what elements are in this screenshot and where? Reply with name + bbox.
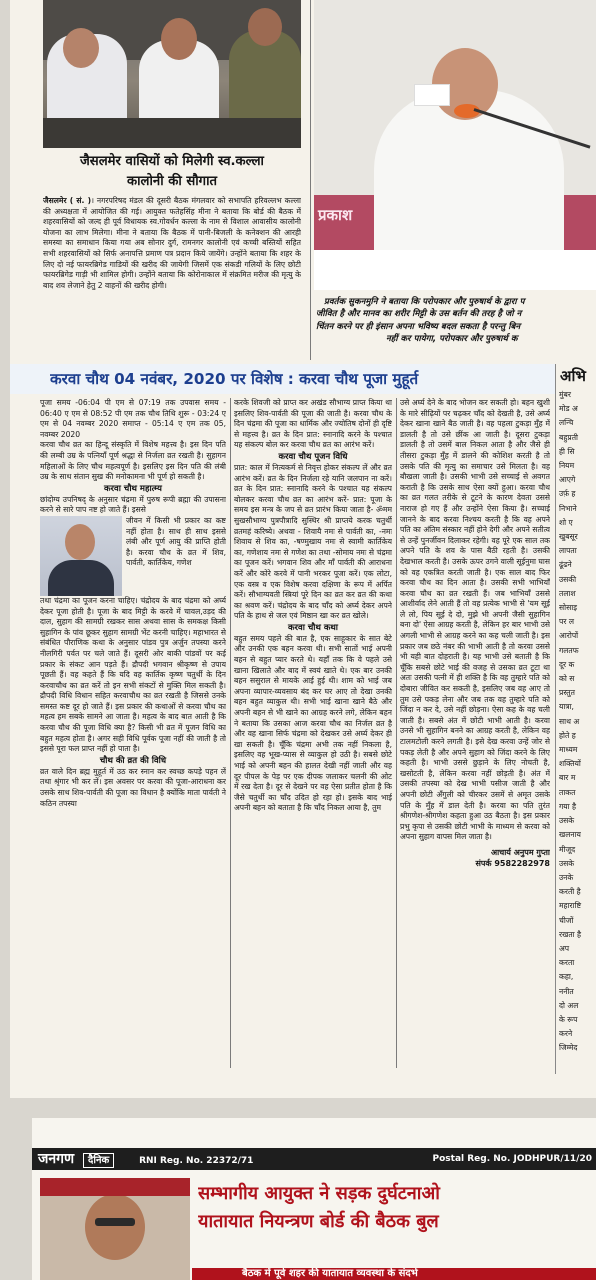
right-strip-line: रखता है xyxy=(559,929,582,939)
karwa-title-part1: करवा चौथ 04 नवंबर, 2020 पर विशेष xyxy=(50,370,283,388)
right-strip-lines xyxy=(556,388,596,1056)
monk-photo xyxy=(314,0,596,290)
story1-headline-line2: कालोनी की सौगात xyxy=(126,174,218,189)
banner-text: प्रकाश xyxy=(318,206,353,224)
karwa-author: आचार्य अनुपम गुप्ता xyxy=(490,847,550,857)
right-strip-header: अभि xyxy=(560,367,586,385)
karwa-title xyxy=(50,367,542,391)
right-strip-line: शक्तियों xyxy=(559,759,581,769)
masthead-edition: दैनिक xyxy=(83,1153,114,1168)
right-strip-line: उसकी xyxy=(559,574,577,584)
right-strip-line: ही सि xyxy=(559,446,575,456)
right-strip-line: साथ अ xyxy=(559,716,580,726)
right-strip-line: बहुप्रती xyxy=(559,432,578,442)
second-newspaper xyxy=(32,1118,596,1280)
story1-headline-line1: जैसलमेर वासियों को मिलेगी स्व.कल्ला xyxy=(80,154,264,169)
column-divider xyxy=(396,398,397,1068)
right-strip-line: को स xyxy=(559,674,575,684)
right-strip-line: निभाने xyxy=(559,503,577,513)
karwa-col2-top: करके शिवजी को प्राप्त कर अखंड सौभाग्य प्राप्त किया था इसलिए शिव-पार्वती की पूजा की जाती है। करवा चौथ के दिन चंद्रमा की पूजा का धार्मिक और ज्योतिष दोनों ही दृष्टि से महत्त्व है। व्रत के दिन प्रात: स्नानादि करने के पश्चात यह संकल्प बोल कर करवा चौथ व्रत का आरंभ करें। xyxy=(234,398,392,450)
right-strip-line: ताकत xyxy=(559,787,576,797)
rni-number: RNI Reg. No. 22372/71 xyxy=(139,1156,254,1166)
karwa-title-part2: करवा चौथ पूजा मुहूर्त xyxy=(299,370,419,388)
right-strip-line: बार म xyxy=(559,773,576,783)
author-photo xyxy=(40,516,122,596)
story1-dateline: जैसलमेर ( सं. ) xyxy=(43,196,92,205)
karwa-mahatva-heading: करवा चौथ महात्म्य xyxy=(104,483,162,494)
karwa-mahatva-rest: तथा चंद्रमा का पूजन करना चाहिए। चंद्रोदय के बाद चंद्रमा को अर्घ्य देकर पूजा होती है। पूजा के बाद मिट्टी के करवे में चावल,उड़द की दाल, सुहाग की सामग्री रखकर सास अथवा सास के समकक्ष किसी सुहागिन के पांव छूकर सुहाग सामग्री भेंट करनी चाहिए। महाभारत से संबंधित पौराणिक कथा के अनुसार पांडव पुत्र अर्जुन तपस्या करने नीलगिरी पर्वत पर चले जाते हैं। दूसरी ओर बाकी पांडवों पर कई प्रकार के संकट आन पड़ते हैं। द्रौपदी भगवान श्रीकृष्ण से उपाय पूछती हैं। वह कहते हैं कि यदि वह कार्तिक कृष्ण चतुर्थी के दिन करवाचौथ का व्रत करें तो इन सभी संकटों से मुक्ति मिल सकती है। द्रौपदी विधि विधान सहित करवाचौथ का व्रत रखती है जिससे उनके समस्त कष्ट दूर हो जाते हैं। इस प्रकार की कथाओं से करवा चौथ का महत्व हम सबके सामने आ जाता है। महत्व के बाद बात आती है कि करवा चौथ की पूजा विधि क्या है? किसी भी व्रत में पूजन विधि का बहुत महत्व होता है। अगर सही विधि पूर्वक पूजा नहीं की जाती है तो इससे पूरा फल प्राप्त नहीं हो पाता है। xyxy=(40,595,226,754)
right-strip-line: दो अल xyxy=(559,1000,579,1010)
right-strip-line: के रूप xyxy=(559,1014,578,1024)
caption-line3: चिंतन करने पर ही इंसान अपना भविष्य बदल सकता है परन्तु बिन xyxy=(316,321,521,332)
newspaper-page xyxy=(10,0,596,1098)
meeting-photo xyxy=(43,0,301,148)
right-strip-line: उर्फ़ ह xyxy=(559,489,576,499)
story1-headline xyxy=(43,152,301,192)
karwa-mahatva-top: छांदोग्य उपनिषद् के अनुसार चंद्रमा में पुरुष रूपी ब्रह्मा की उपासना करने से सारे पाप नष्ट हो जाते हैं। इससे xyxy=(40,494,226,515)
right-strip-line: अप xyxy=(559,943,570,953)
right-strip-line: होते ह xyxy=(559,730,576,740)
karwa-katha: बहुत समय पहले की बात है, एक साहूकार के सात बेटे और उनकी एक बहन करवा थी। सभी सातों भाई अपनी बहन से बहुत प्यार करते थे। यहाँ तक कि वे पहले उसे खाना खिलाते और बाद में स्वयं खाते थे। एक बार उनकी बहन ससुराल से मायके आई हुई थी। शाम को भाई जब अपना व्यापार-व्यवसाय बंद कर घर आए तो देखा उनकी बहन बहुत व्याकुल थी। सभी भाई खाना खाने बैठे और अपनी बहन से भी खाने का आग्रह करने लगे, लेकिन बहन ने बताया कि उसका आज करवा चौथ का निर्जल व्रत है और वह खाना सिर्फ चंद्रमा को देखकर उसे अर्घ्‍य देकर ही खा सकती है। चूँकि चंद्रमा अभी तक नहीं निकला है, इसलिए वह भूख-प्यास से व्याकुल हो उठी है। सबसे छोटे भाई को अपनी बहन की हालत देखी नहीं जाती और वह दूर पीपल के पेड़ पर एक दीपक जलाकर चलनी की ओट में रख देता है। दूर से देखने पर वह ऐसा प्रतीत होता है कि जैसे चतुर्थी का चाँद उदित हो रहा हो। इसके बाद भाई अपनी बहन को बताता है कि चाँद निकल आया है, तुम xyxy=(234,633,392,813)
right-strip-line: करती है xyxy=(559,887,581,897)
paper2-headline-line1: सम्भागीय आयुक्त ने सड़क दुर्घटनाओ xyxy=(198,1183,440,1204)
right-strip-line: मीजूद xyxy=(559,844,576,854)
right-strip-line: खलनाय xyxy=(559,830,581,840)
right-strip-line: कहा, xyxy=(559,972,574,982)
right-strip-line: लापता xyxy=(559,546,577,556)
right-strip-line: दूर क xyxy=(559,659,575,669)
right-strip-line: महाराष्टि xyxy=(559,901,582,911)
karwa-intro: करवा चौथ व्रत का हिन्दू संस्कृति में विशेष महत्त्व है। इस दिन पति की लम्बी उम्र के पत्नियाँ पूर्ण श्रद्धा से निर्जला व्रत रखती है। सुहागन महिलाओं के लिए चौथ महत्वपूर्ण है। इसलिए इस दिन पति की लंबी उम्र के साथ संतान सुख की मनोकामना भी पूर्ण हो सकती है। xyxy=(40,440,226,482)
karwa-timing: पूजा समय -06:04 पी एम से 07:19 तक उपवास समय - 06:40 ए एम से 08:52 पी एम तक चौथ तिथि शुरू - 03:24 ए एम से 04 नवम्बर 2020 समाप्त - 05:14 ए एम तक 05, नवम्बर 2020 xyxy=(40,398,226,439)
paper2-subline: बैठक में पूर्व शहर की यातायात व्यवस्था के संदर्भ xyxy=(242,1268,418,1279)
karwa-vidhi2: प्रात: काल में नित्यकर्म से निवृत्त होकर संकल्प लें और व्रत आरंभ करें। व्रत के दिन निर्जला रहे यानि जलपान ना करें। व्रत के दिन प्रात: स्नानादि करने के पश्चात यह संकल्प बोलकर करवा चौथ व्रत का आरंभ करें- प्रात: पूजा के समय इस मन्त्र के जप से व्रत प्रारंभ किया जाता है- ॐमम सुखसौभाग्य पुत्रपौत्रादि सुस्थिर श्री प्राप्तये करक चतुर्थी व्रतमहं करिष्ये। अथवा - शिवायै नमः से पार्वती का, -नमः शिवाय से शिव का, -षण्मुखाय नमः से स्वामी कार्तिकेय का, गणेशाय नमः से गणेश का तथा -सोमाय नमः से चंद्रमा का पूजन करें। भगवान शिव और माँ पार्वती की आराधना करें और कोरे करवे में पानी भरकर पूजा करें। एक लोटा, एक वस्त्र व एक विशेष करवा दक्षिणा के रूप में अर्पित करें। सौभाग्यवती स्त्रियां पूरे दिन का व्रत कर व्रत की कथा का श्रवण करें। चंद्रोदय के बाद चाँद को अर्घ्य देकर अपने पति के हाथ से जल एवं मिष्ठान खा कर व्रत खोले। xyxy=(234,462,392,621)
right-strip-line: नियम xyxy=(559,461,575,471)
author-photo-row xyxy=(40,516,226,596)
karwa-vidhi1: व्रत वाले दिन ब्रह्म मुहूर्त में उठ कर स्नान कर स्वच्छ कपड़े पहन लें तथा श्रृंगार भी कर लें। इस अवसर पर करवा की पूजा-आराधना कर उसके साथ शिव-पार्वती की पूजा का विधान है क्योंकि माता पार्वती ने कठिन तपस्या xyxy=(40,766,226,808)
karwa-column-1 xyxy=(40,398,226,1068)
paper2-headline xyxy=(198,1180,596,1236)
karwa-title-band xyxy=(10,364,596,394)
right-strip-line: चीजों xyxy=(559,915,574,925)
right-strip-line: आरोपों xyxy=(559,631,579,641)
right-strip-line: माध्यम xyxy=(559,745,578,755)
right-strip-line: जिम्मेद xyxy=(559,1043,578,1053)
karwa-column-2 xyxy=(234,398,392,1068)
karwa-vidhi2-heading: करवा चौथ पूजन विधि xyxy=(278,451,348,462)
right-strip xyxy=(555,364,596,1074)
karwa-katha-heading: करवा चौथ कथा xyxy=(287,622,339,633)
paper2-headline-line2: यातायात नियन्त्रण बोर्ड की बैठक बुल xyxy=(198,1211,439,1232)
right-strip-line: करने xyxy=(559,1029,573,1039)
caption-line1: प्रवर्तक सुकनमुनि ने बताया कि परोपकार और पुरुषार्थ के द्वारा प xyxy=(324,297,525,307)
karwa-title-sep: : xyxy=(282,370,300,388)
right-strip-line: गया है xyxy=(559,801,577,811)
right-strip-line: ढूंढने xyxy=(559,560,572,570)
right-strip-line: उनके xyxy=(559,872,574,882)
caption-line2: जीवित है और मानव का शरीर मिट्टी के उस बर्तन की तरह है जो न xyxy=(316,309,522,320)
story2-caption xyxy=(316,296,596,346)
story1-body xyxy=(43,196,301,352)
right-strip-line: खुबसूर xyxy=(559,532,578,542)
paper2-subline-bar xyxy=(192,1268,596,1280)
masthead-bar xyxy=(32,1148,596,1170)
official-photo xyxy=(40,1178,190,1280)
right-strip-line: यात्रा, xyxy=(559,702,574,712)
right-strip-line: सोसाइ xyxy=(559,603,577,613)
caption-line4: नहीं कर पायेगा, परोपकार और पुरुषार्थ क xyxy=(386,334,518,345)
karwa-mahatva-side: जीवन में किसी भी प्रकार का कष्ट नहीं होता है। साथ ही साथ इससे लंबी और पूर्ण आयु की प्राप्ति होती है। करवा चौथ के व्रत में शिव, पार्वती, कार्तिकेय, गणेश xyxy=(126,515,226,568)
right-strip-line: तलाश xyxy=(559,588,576,598)
column-divider xyxy=(310,0,311,360)
karwa-column-3 xyxy=(400,398,550,1070)
right-strip-line: गलतफ xyxy=(559,645,579,655)
story1-text: । नगरपरिषद मंडल की दूसरी बैठक मंगलवार को सभापति हरिवल्लभ कल्ला की अध्यक्षता में आयोजित की गई। आयुक्त फतेहसिंह मीना ने बताया कि बोर्ड की बैठक में शहरवासियों को जल्द ही पूर्व विधायक स्व.गोवर्धन कल्ला के नाम से विशाल आवासीय कालोनी योजना का लाभ मिलेगा। मीना ने बताया कि बैठक में पानी-बिजली के कनेक्शन की आरही समस्या का समाधान किया गया अब सोनार दुर्ग, रामनगर कालोनी एवं कच्ची बस्तियों सहित सभी शहरवासियों को सिर्फ अनापत्ति प्रमाण पत्र प्रदान किये जायेंगे। उन्होंने बताया कि शहर के लिए दो नई फायरब्रिगेड गाडियों की खरीद की जायेगी जिसमें एक संकडी गलियों के लिए छोटी फायरब्रिगेड गाड़ी भी शामिल होगी। उन्होंने बताया कि कोरोनाकाल में संक्रमित मरीज की मृत्यु के बाद शव लेजाने हेतु 2 वाहनों की खरीद होगी। xyxy=(43,196,301,290)
right-strip-line: पर ल xyxy=(559,617,574,627)
right-strip-line: उसके xyxy=(559,816,575,826)
column-divider xyxy=(230,398,231,1068)
right-strip-line: उसके xyxy=(559,858,575,868)
right-strip-line: लन्चि xyxy=(559,418,574,428)
karwa-col3: उसे अर्घ्य देने के बाद भोजन कर सकती हो। बहन खुशी के मारे सीढ़ियों पर चढ़कर चाँद को देखती है, उसे अर्घ्‍य देकर खाना खाने बैठ जाती है। वह पहला टुकड़ा मुँह में डालती है तो उसे छींक आ जाती है। दूसरा टुकड़ा डालती है तो उसमें बाल निकल आता है और जैसे ही तीसरा टुकड़ा मुँह में डालने की कोशिश करती है तो उसके पति की मृत्यु का समाचार उसे मिलता है। वह बौखला जाती है। उसकी भाभी उसे सच्चाई से अवगत कराती है कि उसके साथ ऐसा क्यों हुआ। करवा चौथ का व्रत गलत तरीके से टूटने के कारण देवता उससे नाराज हो गए हैं और उन्होंने ऐसा किया है। सच्चाई जानने के बाद करवा निश्चय करती है कि वह अपने पति का अंतिम संस्कार नहीं होने देगी और अपने सतीत्व से उन्हें पुनर्जीवन दिलाकर रहेगी। वह पूरे एक साल तक अपने पति के शव के पास बैठी रहती है। उसकी देखभाल करती है। उसके ऊपर उगने वाली सूईनुमा घास को वह एकत्रित करती जाती है। एक साल बाद फिर करवा चौथ का दिन आता है। उसकी सभी भाभियाँ करवा चौथ का व्रत रखती हैं। जब भाभियाँ उससे आशीर्वाद लेने आती हैं तो वह प्रत्येक भाभी से 'यम सूई ले लो, पिय सूई दे दो, मुझे भी अपनी जैसी सुहागिन बना दो' ऐसा आग्रह करती है, लेकिन हर बार भाभी उसे अगली भाभी से आग्रह करने का कह चली जाती है। इस प्रकार जब छठे नंबर की भाभी आती है तो करवा उससे भी यही बात दोहराती है। यह भाभी उसे बताती है कि चूँकि सबसे छोटे भाई की वजह से उसका व्रत टूटा था अतः उसकी पत्नी में ही शक्ति है कि वह तुम्हारे पति को दोबारा जीवित कर सकती है, इसलिए जब वह आए तो तुम उसे पकड़ लेना और जब तक वह तुम्हारे पति को जिंदा न कर दे, उसे नहीं छोड़ना। ऐसा कह के वह चली जाती है। सबसे अंत में छोटी भाभी आती है। करवा उनसे भी सुहागिन बनने का आग्रह करती है, लेकिन वह टालमटोली करने लगती है। इसे देख करवा उन्हें जोर से पकड़ लेती है और अपने सुहाग को जिंदा करने के लिए कहती है। भाभी उससे छुड़ाने के लिए नोचती है, खसोटती है, लेकिन करवा नहीं छोड़ती है। अंत में उसकी तपस्या को देख भाभी पसीज जाती है और अपनी छोटी अँगुली को चीरकर उसमें से अमृत उसके पति के मुँह में डाल देती है। करवा का पति तुरंत श्रीगणेश-श्रीगणेश कहता हुआ उठ बैठता है। इस प्रकार प्रभु कृपा से उसकी छोटी भाभी के माध्यम से करवा को अपना सुहाग वापस मिल जाता है। xyxy=(400,398,550,842)
right-strip-line: मोड अ xyxy=(559,404,578,414)
right-strip-line: आएगे xyxy=(559,475,576,485)
postal-number: Postal Reg. No. JODHPUR/11/20 xyxy=(432,1154,592,1164)
karwa-vidhi1-heading: चौथ की व्रत की विधि xyxy=(99,755,167,766)
right-strip-line: मुंबर xyxy=(559,390,571,399)
right-strip-line: ननीत xyxy=(559,986,574,996)
masthead-title: जनगण xyxy=(38,1151,75,1167)
right-strip-line: शो ए xyxy=(559,517,573,527)
right-strip-line: करता xyxy=(559,958,575,968)
karwa-contact: संपर्क 9582282978 xyxy=(475,858,550,868)
right-strip-line: प्रस्तुत xyxy=(559,688,575,698)
